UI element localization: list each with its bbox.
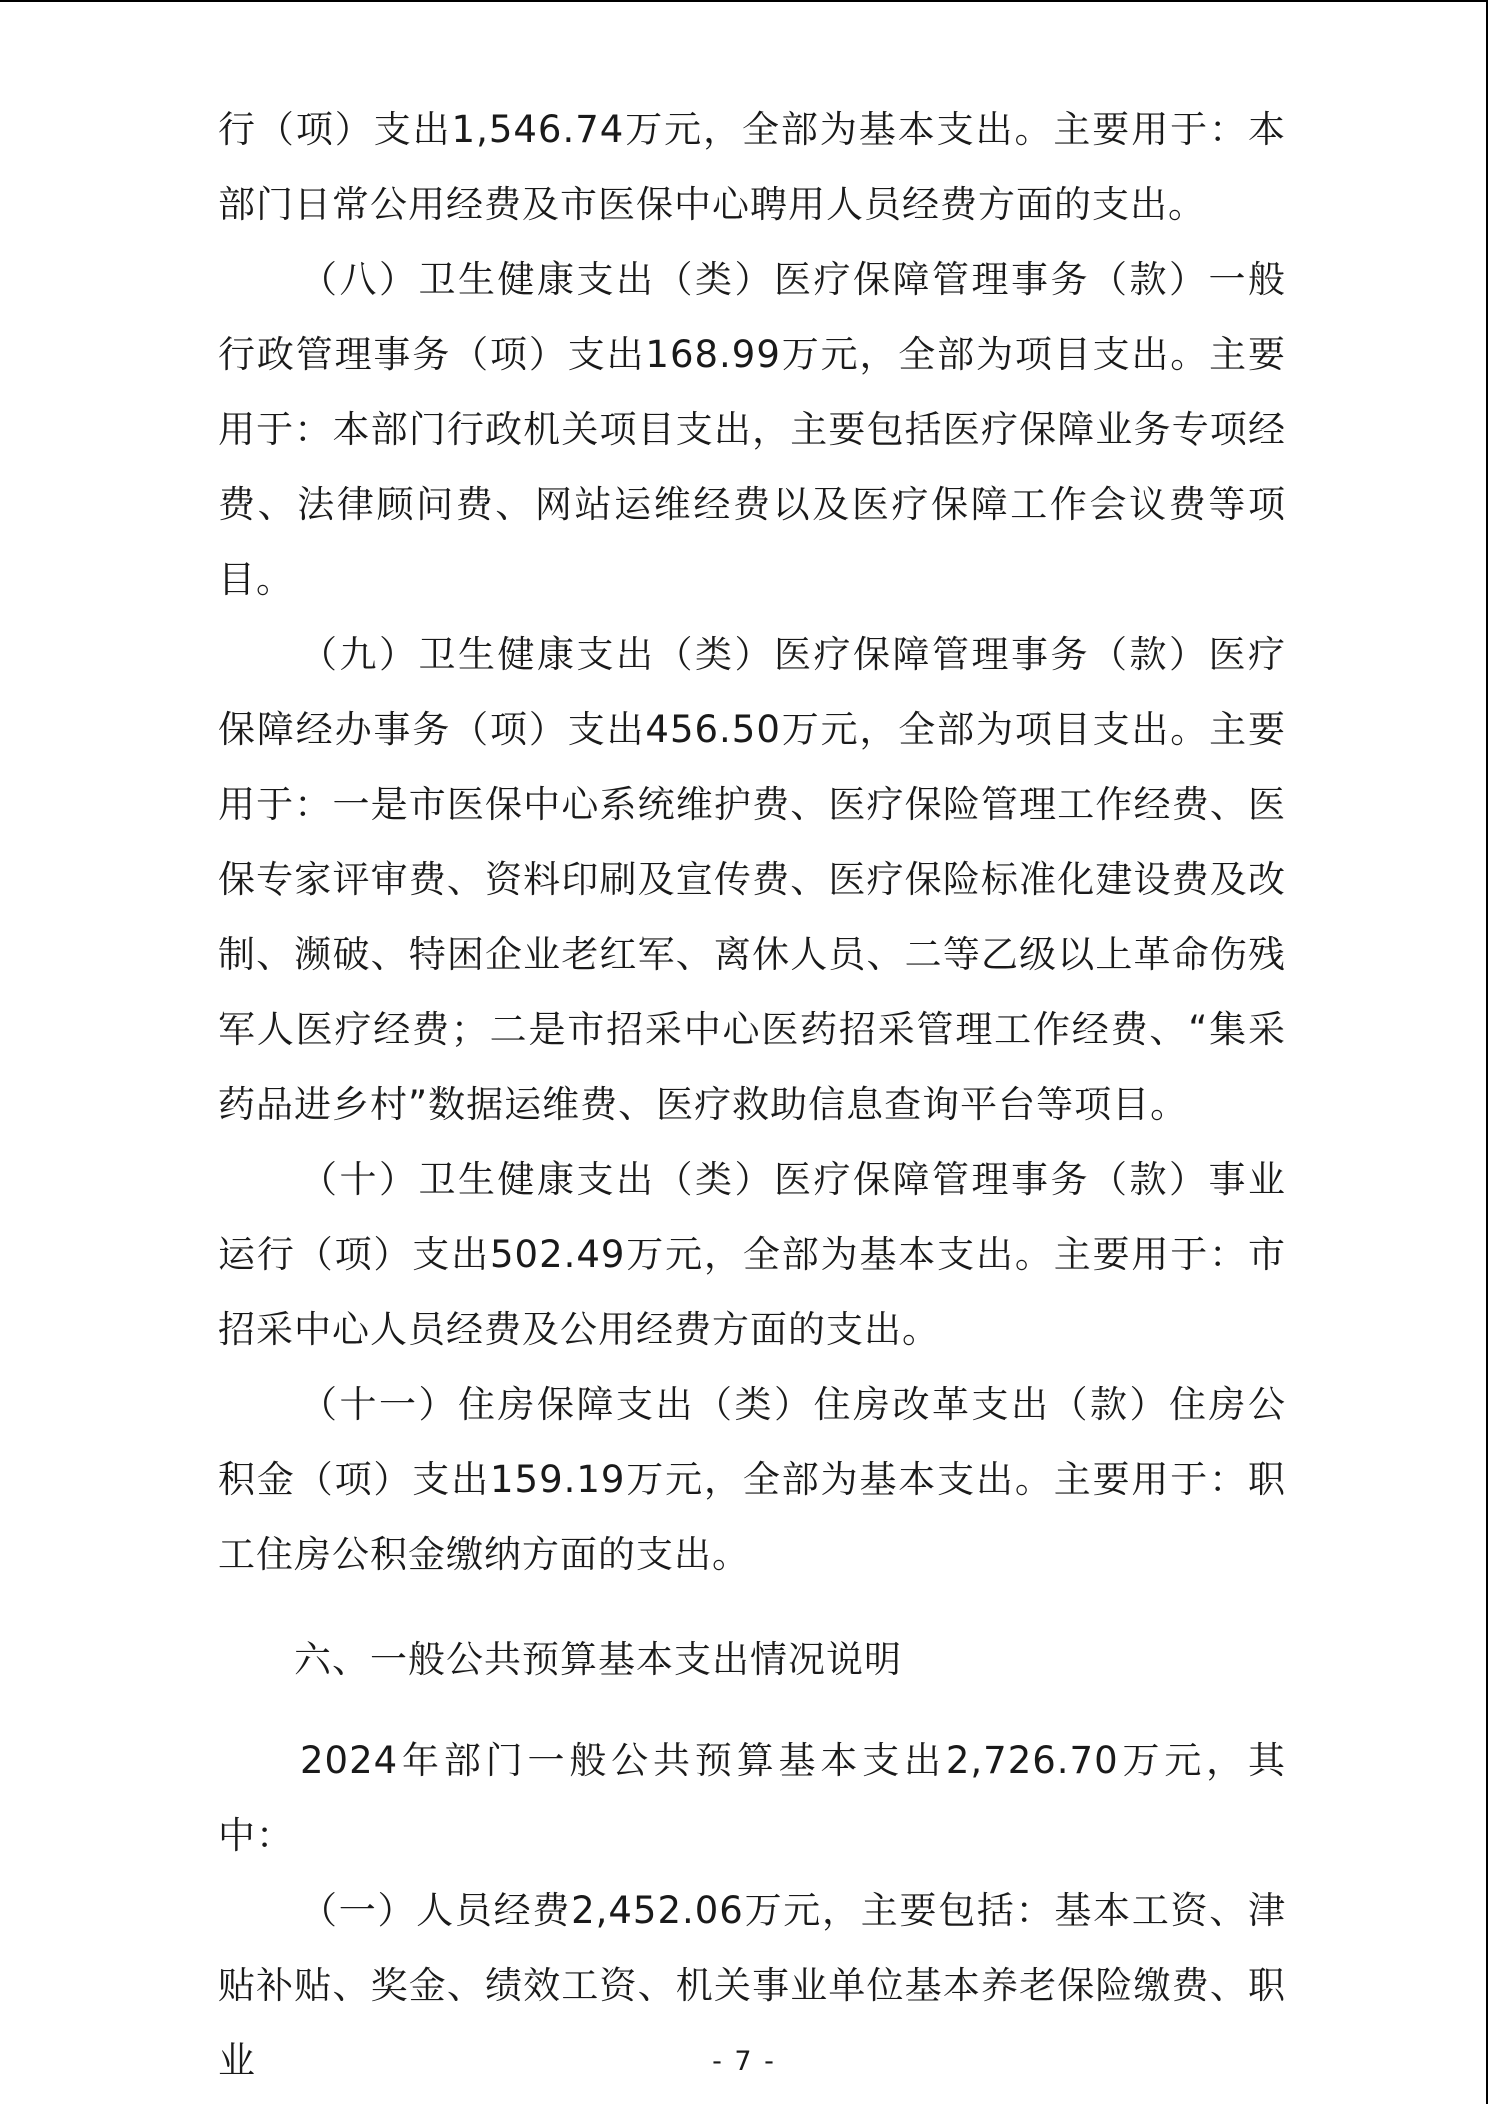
paragraph-item-9: （九）卫生健康支出（类）医疗保障管理事务（款）医疗保障经办事务（项）支出456.50万元，全部为项目支出。主要用于：一是市医保中心系统维护费、医疗保险管理工作经费、医保专家评审费、资料印刷及宣传费、医疗保险标准化建设费及改制、濒破、特困企业老红军、离休人员、二等乙级以上革命伤残军人医疗经费；二是市招采中心医药招采管理工作经费、“集采药品进乡村”数据运维费、医疗救助信息查询平台等项目。 bbox=[218, 633, 1286, 1126]
document-body bbox=[218, 92, 1286, 2098]
paragraph-continuation: 行（项）支出1,546.74万元，全部为基本支出。主要用于：本部门日常公用经费及市医保中心聘用人员经费方面的支出。 bbox=[218, 108, 1286, 226]
section-heading-6: 六、一般公共预算基本支出情况说明 bbox=[294, 1638, 902, 1681]
paragraph-item-10: （十）卫生健康支出（类）医疗保障管理事务（款）事业运行（项）支出502.49万元，全部为基本支出。主要用于：市招采中心人员经费及公用经费方面的支出。 bbox=[218, 1158, 1286, 1351]
top-border-line bbox=[0, 0, 1488, 2]
paragraph-item-8: （八）卫生健康支出（类）医疗保障管理事务（款）一般行政管理事务（项）支出168.99万元，全部为项目支出。主要用于：本部门行政机关项目支出，主要包括医疗保障业务专项经费、法律顾问费、网站运维经费以及医疗保障工作会议费等项目。 bbox=[218, 258, 1286, 601]
paragraph-personnel-expenses: （一）人员经费2,452.06万元，主要包括：基本工资、津贴补贴、奖金、绩效工资、机关事业单位基本养老保险缴费、职业 bbox=[218, 1889, 1286, 2082]
page-number: - 7 - bbox=[712, 2046, 776, 2077]
paragraph-item-11: （十一）住房保障支出（类）住房改革支出（款）住房公积金（项）支出159.19万元，全部为基本支出。主要用于：职工住房公积金缴纳方面的支出。 bbox=[218, 1383, 1286, 1576]
paragraph-basic-expenditure-summary: 2024年部门一般公共预算基本支出2,726.70万元，其中： bbox=[218, 1739, 1286, 1857]
